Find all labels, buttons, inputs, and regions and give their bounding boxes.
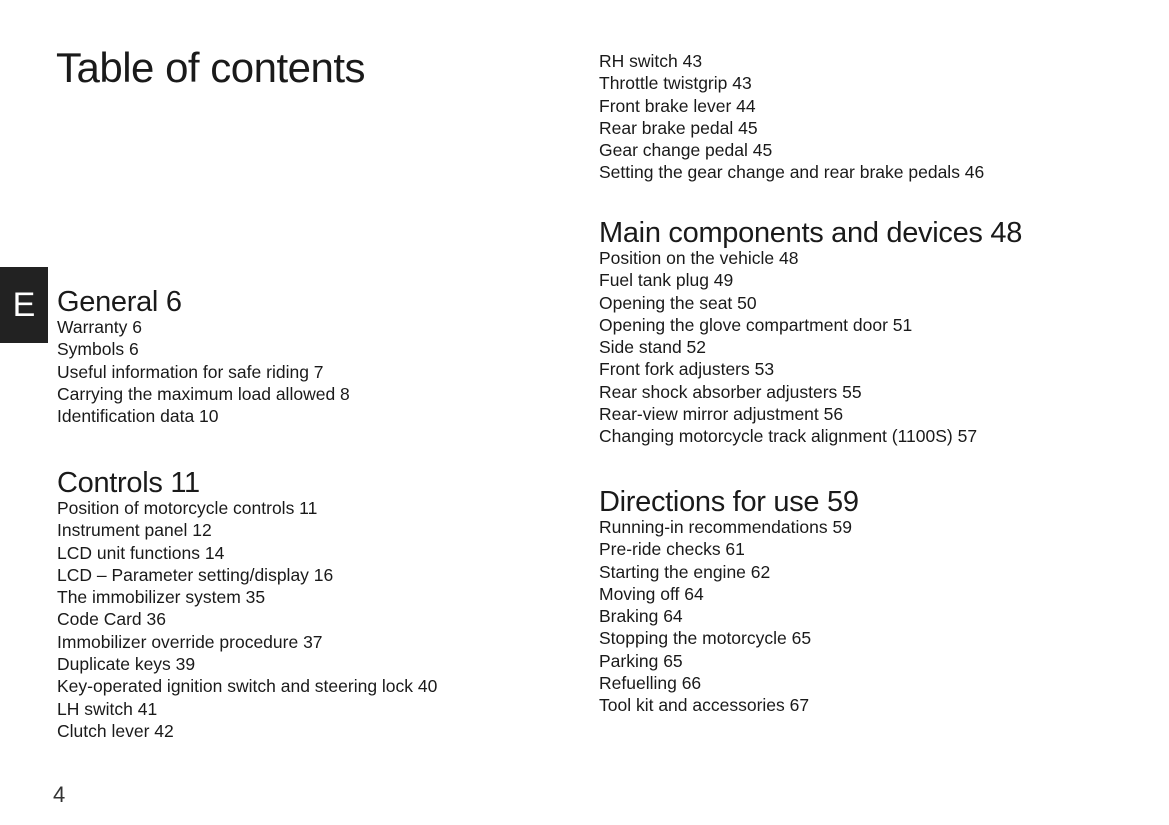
toc-entry[interactable]: Carrying the maximum load allowed 8 <box>57 383 350 404</box>
page-title: Table of contents <box>56 44 366 91</box>
section-controls <box>57 466 437 742</box>
language-tab: E <box>0 267 48 343</box>
toc-entry[interactable]: Parking 65 <box>599 650 683 671</box>
toc-entry[interactable]: Symbols 6 <box>57 339 139 360</box>
toc-entry[interactable]: Position of motorcycle controls 11 <box>57 498 318 518</box>
toc-entry[interactable]: Opening the glove compartment door 51 <box>599 314 913 335</box>
toc-entry[interactable]: Starting the engine 62 <box>599 561 771 582</box>
toc-entry[interactable]: Tool kit and accessories 67 <box>599 695 810 716</box>
toc-entry[interactable]: Front fork adjusters 53 <box>599 359 775 380</box>
toc-entry[interactable]: Useful information for safe riding 7 <box>57 361 324 382</box>
toc-entry[interactable]: LCD unit functions 14 <box>57 542 225 563</box>
toc-entry[interactable]: Clutch lever 42 <box>57 720 174 741</box>
toc-entry[interactable]: Opening the seat 50 <box>599 292 757 313</box>
toc-entry[interactable]: Gear change pedal 45 <box>599 140 773 161</box>
toc-entry[interactable]: Setting the gear change and rear brake pedals 46 <box>599 162 985 183</box>
section-heading: Main components and devices 48 <box>599 217 1023 249</box>
toc-entry[interactable]: Duplicate keys 39 <box>57 654 196 675</box>
toc-entry[interactable]: The immobilizer system 35 <box>57 587 266 608</box>
toc-entry[interactable]: Immobilizer override procedure 37 <box>57 631 323 652</box>
toc-entry[interactable]: Moving off 64 <box>599 583 704 604</box>
toc-entry[interactable]: RH switch 43 <box>599 51 703 71</box>
page-number: 4 <box>53 782 66 807</box>
section-heading: General 6 <box>57 286 182 318</box>
toc-entry[interactable]: Position on the vehicle 48 <box>599 248 799 268</box>
section-heading: Directions for use 59 <box>599 486 859 518</box>
toc-entry[interactable]: Side stand 52 <box>599 337 707 358</box>
toc-entry[interactable]: Identification data 10 <box>57 406 219 427</box>
toc-entry[interactable]: Rear-view mirror adjustment 56 <box>599 404 844 425</box>
toc-entry[interactable]: Warranty 6 <box>57 317 142 337</box>
toc-entry[interactable]: Fuel tank plug 49 <box>599 270 734 291</box>
toc-entry[interactable]: Code Card 36 <box>57 609 166 630</box>
toc-entry[interactable]: Front brake lever 44 <box>599 95 756 116</box>
section-controls-continued <box>599 50 984 184</box>
toc-entry[interactable]: LH switch 41 <box>57 698 158 719</box>
toc-entry[interactable]: Throttle twistgrip 43 <box>599 73 752 94</box>
toc-entry[interactable]: Rear shock absorber adjusters 55 <box>599 381 862 402</box>
section-directions-for-use <box>599 485 859 717</box>
toc-entry[interactable]: Braking 64 <box>599 606 683 627</box>
toc-entry[interactable]: Pre-ride checks 61 <box>599 539 745 560</box>
section-heading: Controls 11 <box>57 467 200 499</box>
section-general <box>57 285 350 427</box>
toc-entry[interactable]: Changing motorcycle track alignment (1100S) 57 <box>599 426 978 447</box>
toc-entry[interactable]: LCD – Parameter setting/display 16 <box>57 564 334 585</box>
toc-entry[interactable]: Rear brake pedal 45 <box>599 117 758 138</box>
toc-entry[interactable]: Instrument panel 12 <box>57 520 212 541</box>
toc-entry[interactable]: Running-in recommendations 59 <box>599 517 852 537</box>
toc-entry[interactable]: Refuelling 66 <box>599 673 702 694</box>
toc-entry[interactable]: Stopping the motorcycle 65 <box>599 628 812 649</box>
section-main-components <box>599 216 1022 448</box>
toc-entry[interactable]: Key-operated ignition switch and steering lock 40 <box>57 676 438 697</box>
